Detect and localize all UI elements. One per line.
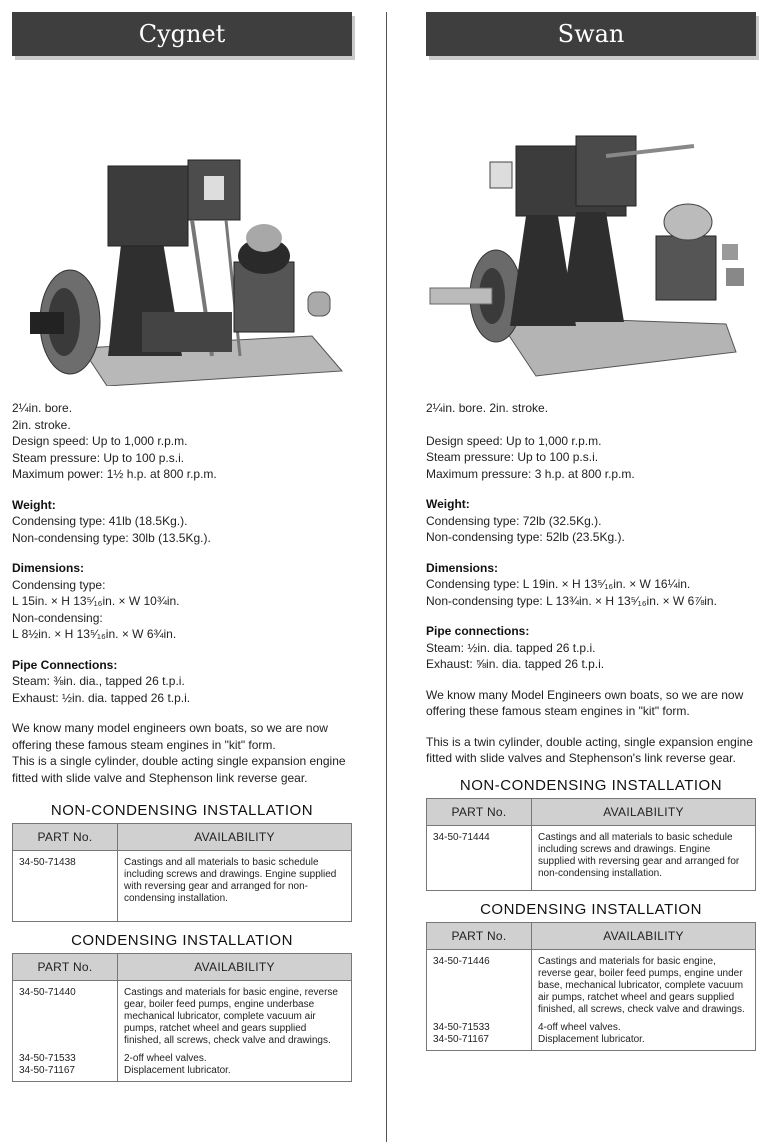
description-paragraph: This is a twin cylinder, double acting, single expansion engine fitted with slide valves and Stephenson's link reverse gear.	[426, 734, 753, 765]
spec-line: 2¼in. bore. 2in. stroke.	[426, 401, 549, 415]
col-header-availability: AVAILABILITY	[532, 922, 756, 949]
swan-column	[426, 0, 756, 1051]
dimensions-heading: Dimensions:	[12, 561, 85, 575]
pipe-line: Steam: ⅜in. dia., tapped 26 t.p.i.	[12, 674, 185, 688]
col-header-part: PART No.	[427, 798, 532, 825]
swan-engine-photo	[426, 96, 756, 386]
weight-heading: Weight:	[426, 497, 470, 511]
dimensions-heading: Dimensions:	[426, 560, 499, 575]
pipe-line: Exhaust: ⅝in. dia. tapped 26 t.p.i.	[426, 657, 605, 671]
spec-line: Maximum pressure: 3 h.p. at 800 r.p.m.	[426, 466, 635, 481]
spec-line: Design speed: Up to 1,000 r.p.m.	[426, 433, 602, 448]
part-number: 34-50-71533	[13, 1053, 118, 1065]
dimension-line: Condensing type:	[12, 577, 106, 592]
weight-line: Non-condensing type: 30lb (13.5Kg.).	[12, 530, 211, 545]
weight-heading: Weight:	[12, 497, 56, 512]
spec-line: 2in. stroke.	[12, 417, 71, 432]
noncondensing-title: NON-CONDENSING INSTALLATION	[459, 776, 723, 794]
table-row	[427, 1022, 756, 1034]
col-header-availability: AVAILABILITY	[118, 954, 352, 981]
part-description: 4-off wheel valves.	[532, 1022, 756, 1034]
weight-line: Condensing type: 41lb (18.5Kg.).	[12, 514, 188, 528]
part-number: 34-50-71440	[13, 981, 118, 1054]
part-description: Displacement lubricator.	[118, 1065, 352, 1082]
pipe-heading: Pipe connections:	[426, 624, 530, 638]
dimension-line: Non-condensing type: L 13¾in. × H 13⁵⁄₁₆in. × W 6⅞in.	[426, 593, 717, 608]
part-description: Castings and all materials to basic schedule including screws and drawings. Engine supplied with reversing gear and arranged for non-condensing installation.	[532, 825, 756, 890]
part-number: 34-50-71167	[427, 1034, 532, 1051]
condensing-title: CONDENSING INSTALLATION	[71, 932, 293, 949]
pipe-heading: Pipe Connections:	[12, 657, 118, 672]
table-row	[13, 1053, 352, 1065]
spec-line: Steam pressure: Up to 100 p.s.i.	[12, 450, 185, 465]
intro-paragraph: We know many model engineers own boats, so we are now offering these famous steam engines in "kit" form.	[12, 721, 328, 752]
noncondensing-table	[12, 823, 352, 922]
table-row	[427, 825, 756, 890]
noncondensing-title: NON-CONDENSING INSTALLATION	[50, 802, 314, 819]
pipe-line: Exhaust: ½in. dia. tapped 26 t.p.i.	[12, 690, 191, 705]
part-description: 2-off wheel valves.	[118, 1053, 352, 1065]
table-row	[13, 1065, 352, 1082]
part-number: 34-50-71438	[13, 851, 118, 922]
part-number: 34-50-71446	[427, 949, 532, 1022]
pipe-line: Steam: ½in. dia. tapped 26 t.p.i.	[426, 640, 596, 655]
table-row	[13, 981, 352, 1054]
column-divider	[386, 12, 387, 1142]
dimension-line: L 15in. × H 13⁵⁄₁₆in. × W 10¾in.	[12, 594, 180, 608]
part-description: Castings and materials for basic engine, reverse gear, boiler feed pumps, engine underbase mechanical lubricator, complete vacuum air pumps, ratchet wheel and gears supplied finished, all screws, check valve and drawings.	[118, 981, 352, 1054]
dimension-line: L 8½in. × H 13⁵⁄₁₆in. × W 6¾in.	[12, 627, 177, 641]
table-row	[427, 1034, 756, 1051]
part-description: Castings and materials for basic engine, reverse gear, boiler feed pumps, engine under base, mechanical lubricator, complete vacuum air pumps, ratchet wheel and gears supplied finished, all screws, check valve and drawings.	[532, 949, 756, 1022]
intro-paragraph: We know many Model Engineers own boats, so we are now offering these famous steam engines in "kit" form.	[426, 687, 744, 718]
weight-line: Condensing type: 72lb (32.5Kg.).	[426, 513, 602, 528]
col-header-availability: AVAILABILITY	[118, 824, 352, 851]
swan-specs	[426, 400, 756, 767]
part-number: 34-50-71533	[427, 1022, 532, 1034]
col-header-part: PART No.	[427, 922, 532, 949]
condensing-title: CONDENSING INSTALLATION	[480, 900, 702, 918]
spec-line: Maximum power: 1½ h.p. at 800 r.p.m.	[12, 467, 217, 481]
cygnet-engine-photo	[12, 86, 352, 386]
col-header-part: PART No.	[13, 824, 118, 851]
col-header-part: PART No.	[13, 954, 118, 981]
col-header-availability: AVAILABILITY	[532, 798, 756, 825]
spec-line: 2¼in. bore.	[12, 401, 73, 415]
part-number: 34-50-71167	[13, 1065, 118, 1082]
dimension-line: Condensing type: L 19in. × H 13⁵⁄₁₆in. × W 16¼in.	[426, 577, 691, 591]
cygnet-specs	[12, 400, 352, 786]
condensing-table	[426, 922, 756, 1051]
weight-line: Non-condensing type: 52lb (23.5Kg.).	[426, 530, 625, 544]
noncondensing-table	[426, 798, 756, 891]
product-title: Swan	[426, 12, 756, 56]
part-description: Displacement lubricator.	[532, 1034, 756, 1051]
cygnet-column	[12, 0, 352, 1082]
part-number: 34-50-71444	[427, 825, 532, 890]
dimension-line: Non-condensing:	[12, 610, 103, 625]
table-row	[427, 949, 756, 1022]
table-row	[13, 851, 352, 922]
spec-line: Steam pressure: Up to 100 p.s.i.	[426, 450, 599, 464]
condensing-table	[12, 953, 352, 1082]
spec-line: Design speed: Up to 1,000 r.p.m.	[12, 434, 188, 448]
part-description: Castings and all materials to basic schedule including screws and drawings. Engine supplied with reversing gear and arranged for non-condensing installation.	[118, 851, 352, 922]
product-title: Cygnet	[12, 12, 352, 56]
description-paragraph: This is a single cylinder, double acting single expansion engine fitted with slide valve and Stephenson link reverse gear.	[12, 754, 346, 785]
